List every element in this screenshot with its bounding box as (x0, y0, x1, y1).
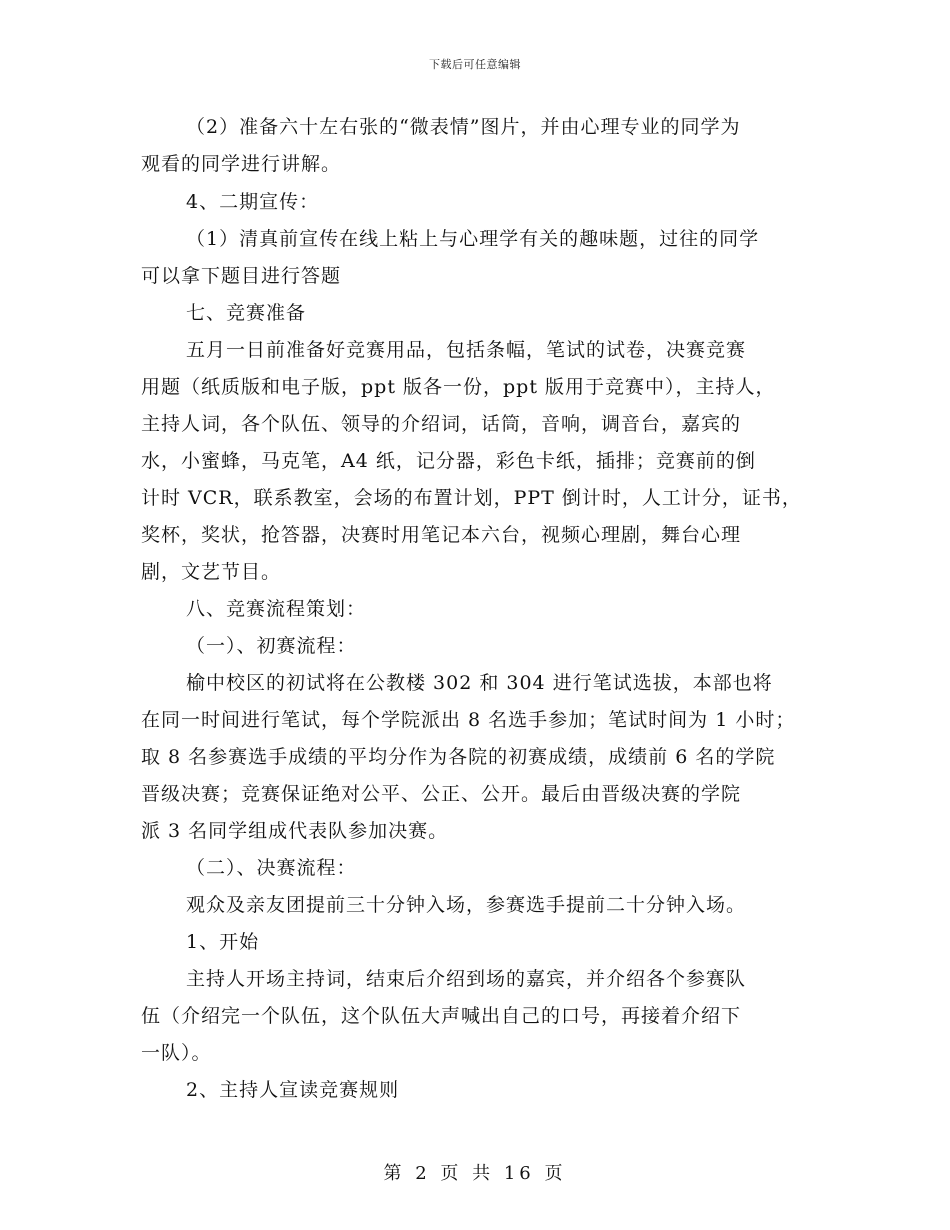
text-line: （1）清真前宣传在线上粘上与心理学有关的趣味题，过往的同学 (186, 228, 760, 250)
text-line: 计时 VCR，联系教室，会场的布置计划，PPT 倒计时，人工计分，证书， (141, 487, 802, 509)
subsection-heading: （二）、决赛流程： (186, 857, 357, 879)
text-line: 取 8 名参赛选手成绩的平均分作为各院的初赛成绩，成绩前 6 名的学院 (141, 746, 776, 768)
text-line: 伍（介绍完一个队伍，这个队伍大声喊出自己的口号，再接着介绍下 (141, 1005, 742, 1027)
text-line: （2）准备六十左右张的“微表情”图片，并由心理专业的同学为 (186, 116, 741, 138)
text-line: 一队）。 (141, 1042, 212, 1064)
text-line: 水，小蜜蜂，马克笔，A4 纸，记分器，彩色卡纸，插排；竞赛前的倒 (141, 450, 756, 472)
text-line: 奖杯，奖状，抢答器，决赛时用笔记本六台，视频心理剧，舞台心理 (141, 524, 742, 546)
text-line: 可以拿下题目进行答题 (141, 265, 342, 287)
text-line: 在同一时间进行笔试，每个学院派出 8 名选手参加；笔试时间为 1 小时； (141, 709, 796, 731)
text-line: 主持人开场主持词，结束后介绍到场的嘉宾，并介绍各个参赛队 (186, 968, 747, 990)
text-line: 观看的同学进行讲解。 (141, 153, 342, 175)
text-line: 用题（纸质版和电子版，ppt 版各一份，ppt 版用于竞赛中），主持人， (141, 376, 776, 398)
page-header: 下载后可任意编辑 (429, 58, 521, 71)
text-line: 2、主持人宣读竞赛规则 (186, 1079, 400, 1101)
subsection-heading: （一）、初赛流程： (186, 635, 357, 657)
text-line: 榆中校区的初试将在公教楼 302 和 304 进行笔试选拔，本部也将 (186, 672, 773, 694)
text-line: 五月一日前准备好竞赛用品，包括条幅，笔试的试卷，决赛竞赛 (186, 339, 747, 361)
text-line: 4、二期宣传： (186, 191, 320, 213)
section-heading: 七、竞赛准备 (186, 302, 307, 324)
text-line: 1、开始 (186, 931, 260, 953)
text-line: 派 3 名同学组成代表队参加决赛。 (141, 820, 449, 842)
text-line: 观众及亲友团提前三十分钟入场，参赛选手提前二十分钟入场。 (186, 894, 747, 916)
text-line: 晋级决赛；竞赛保证绝对公平、公正、公开。最后由晋级决赛的学院 (141, 783, 742, 805)
page-footer: 第 2 页 共 16 页 (383, 1163, 567, 1184)
text-line: 主持人词，各个队伍、领导的介绍词，话筒，音响，调音台，嘉宾的 (141, 413, 742, 435)
text-line: 剧，文艺节目。 (141, 561, 282, 583)
section-heading: 八、竞赛流程策划： (186, 598, 367, 620)
